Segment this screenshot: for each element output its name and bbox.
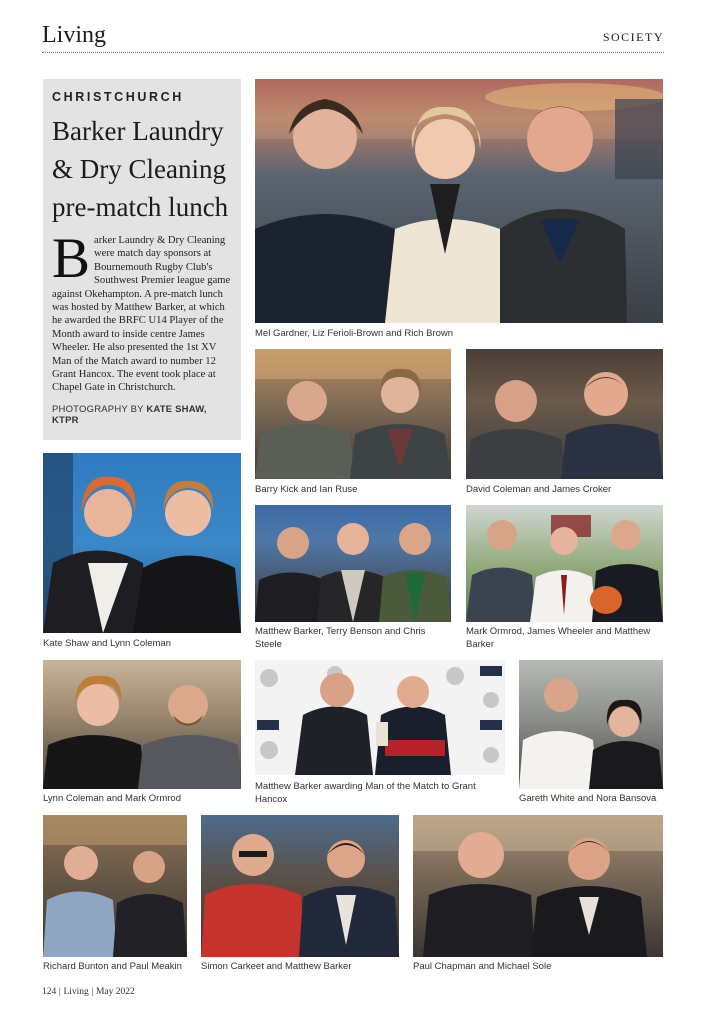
photo-caption: Kate Shaw and Lynn Coleman (43, 638, 171, 649)
photo-art (43, 815, 187, 957)
issue-date: May 2022 (95, 987, 135, 997)
photo-art (43, 660, 241, 789)
photo-caption: Matthew Barker, Terry Benson and Chris Steele (255, 626, 426, 650)
drop-cap: B (52, 227, 91, 290)
photo-paul-michael (413, 815, 663, 957)
photo-caption: Mel Gardner, Liz Ferioli-Brown and Rich Brown (255, 328, 453, 339)
article-body-text: arker Laundry & Dry Cleaning were match day sponsors at Bournemouth Rugby Club's Southwest Premier league game against Okehampton. A pre-match lunch was hosted by Matthew Barker, at which he awarded the BRFC U14 Player of the Month award to inside centre James Wheeler. He also presented the 1st XV Man of the Match award to number 12 Grant Hancox. The event took place at Chapel Gate in Christchurch. (52, 235, 231, 394)
footer-brand: Living (63, 987, 89, 997)
photo-art (466, 349, 663, 479)
photo-caption: Richard Bunton and Paul Meakin (43, 961, 182, 972)
photo-simon-matthew (201, 815, 399, 957)
photo-caption: Barry Kick and Ian Ruse (255, 484, 358, 495)
photo-kate-lynn (43, 453, 241, 633)
photo-caption: Gareth White and Nora Bansova (519, 793, 657, 804)
photo-art (43, 453, 241, 633)
photo-caption: Matthew Barker awarding Man of the Match to Grant Hancox (255, 781, 476, 805)
article-box (43, 79, 241, 440)
photo-gareth-nora (519, 660, 663, 789)
photo-mark-james-matthew (466, 505, 663, 622)
article-body (52, 227, 232, 395)
page-footer (42, 986, 135, 997)
photo-caption: Mark Ormrod, James Wheeler and Matthew Barker (466, 626, 651, 650)
section-label: SOCIETY (602, 30, 664, 44)
article-headline: Barker Laundry & Dry Cleaning pre-match lunch (52, 116, 229, 222)
photo-art (255, 349, 451, 479)
credit-name: KATE SHAW, KTPR (52, 403, 207, 426)
photo-art (466, 505, 663, 622)
header-divider (42, 52, 664, 53)
photo-caption: Paul Chapman and Michael Sole (413, 961, 552, 972)
photo-david-james (466, 349, 663, 479)
photo-caption: Lynn Coleman and Mark Ormrod (43, 793, 181, 804)
photo-barry-ian (255, 349, 451, 479)
photo-lynn-mark (43, 660, 241, 789)
photo-caption: David Coleman and James Croker (466, 484, 612, 495)
photo-credit (52, 404, 232, 426)
article-kicker: CHRISTCHURCH (52, 90, 184, 104)
photo-mel-liz-rich (255, 79, 663, 323)
photo-richard-paul (43, 815, 187, 957)
credit-prefix: PHOTOGRAPHY BY (52, 403, 144, 415)
photo-art (201, 815, 399, 957)
photo-art (519, 660, 663, 789)
photo-matthew-terry-chris (255, 505, 451, 622)
footer-separator: | (58, 987, 61, 997)
photo-art (255, 505, 451, 622)
photo-award (255, 660, 505, 775)
magazine-brand: Living (42, 22, 106, 48)
photo-caption: Simon Carkeet and Matthew Barker (201, 961, 352, 972)
footer-separator: | (91, 987, 94, 997)
page-number: 124 (42, 987, 57, 997)
photo-art (255, 660, 505, 775)
photo-art (413, 815, 663, 957)
photo-art (255, 79, 663, 323)
